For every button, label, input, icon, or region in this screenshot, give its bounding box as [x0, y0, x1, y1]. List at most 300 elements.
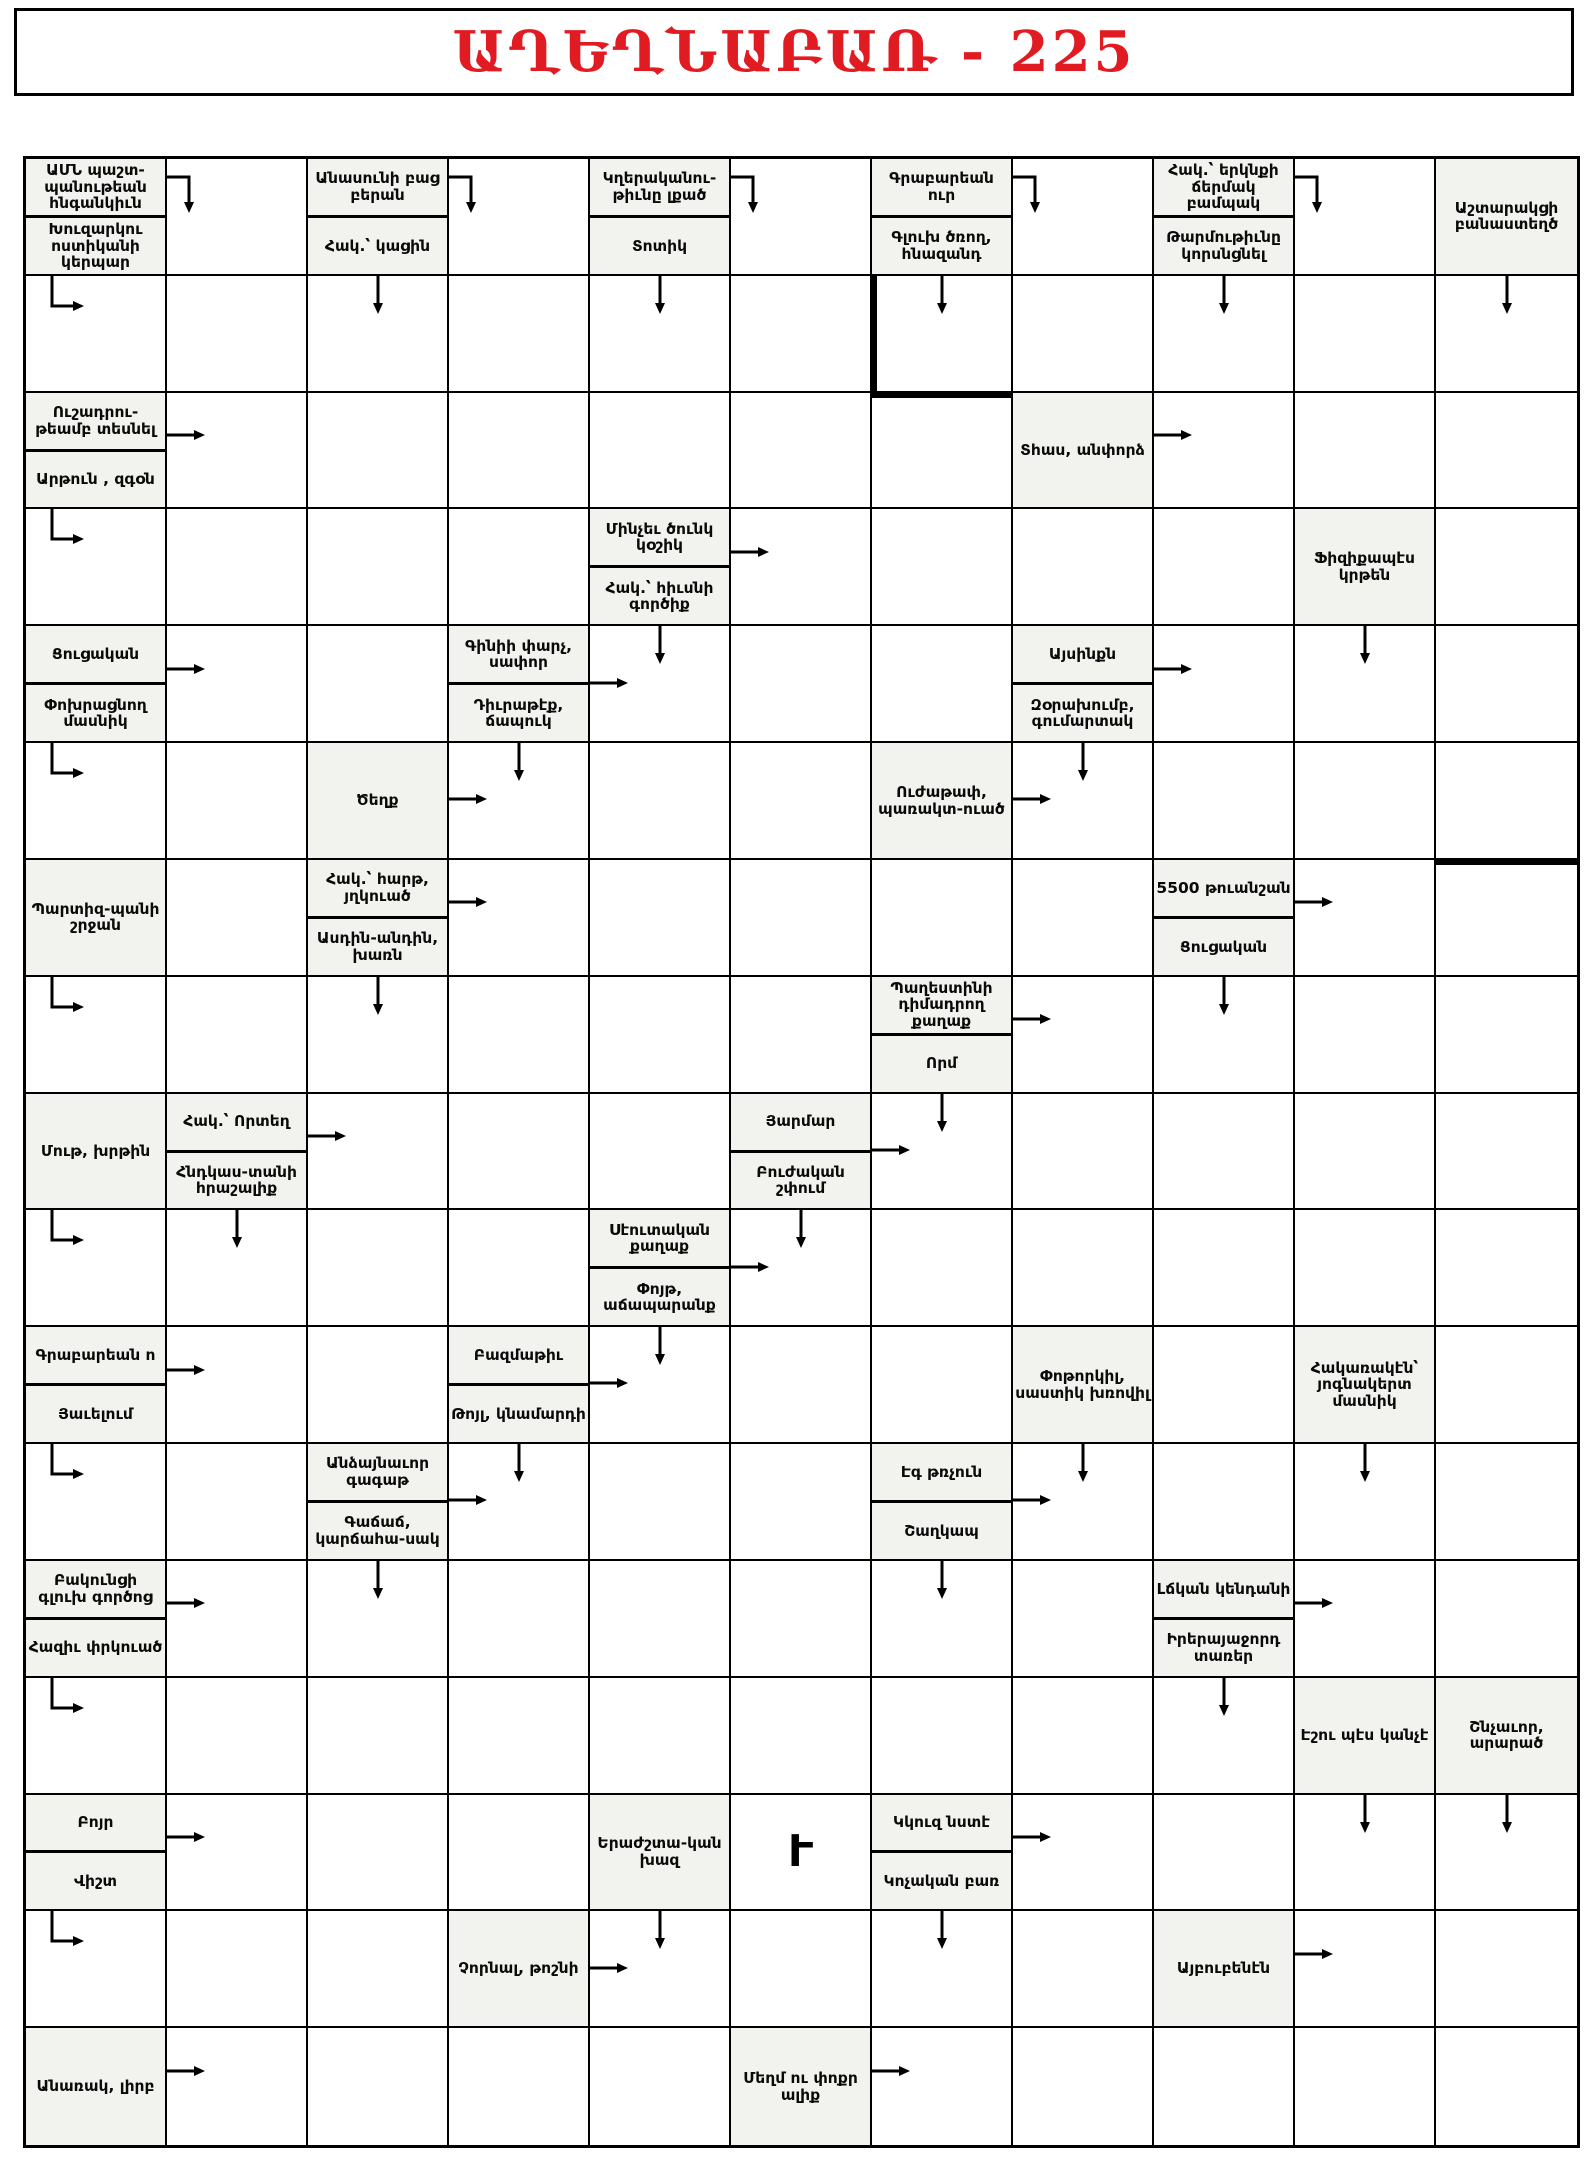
arrow-down-icon — [1499, 276, 1515, 314]
arrow-right-icon — [449, 791, 487, 807]
answer-cell[interactable] — [731, 509, 872, 626]
answer-cell[interactable] — [1154, 276, 1295, 393]
clue-text: Փոխրացնող մասնիկ — [26, 682, 165, 741]
answer-cell[interactable] — [26, 1911, 167, 2028]
arrow-right-icon — [1295, 894, 1333, 910]
answer-cell[interactable] — [1154, 1795, 1295, 1912]
clue-cell — [1154, 159, 1295, 276]
clue-cell — [1295, 1327, 1436, 1444]
clue-text: Ֆիզիքապէս կրթեն — [1313, 549, 1415, 584]
answer-cell[interactable] — [872, 1561, 1013, 1678]
clue-cell — [872, 743, 1013, 860]
answer-cell[interactable] — [731, 743, 872, 860]
clue-cell — [449, 626, 590, 743]
arrow-down-right-icon — [26, 509, 90, 553]
answer-cell[interactable] — [308, 1327, 449, 1444]
crossword-grid — [23, 156, 1580, 2148]
answer-cell[interactable] — [449, 977, 590, 1094]
answer-cell[interactable] — [1295, 1094, 1436, 1211]
answer-cell[interactable] — [26, 977, 167, 1094]
answer-cell[interactable] — [167, 626, 308, 743]
clue-text: Աշտարակցի բանաստեղծ — [1454, 198, 1559, 234]
clue-cell — [26, 860, 167, 977]
answer-cell[interactable] — [26, 1444, 167, 1561]
clue-text: Չորնալ, թոշնի — [458, 1959, 579, 1978]
answer-cell[interactable] — [872, 276, 1013, 393]
arrow-down-icon — [1216, 276, 1232, 314]
clue-text: Անառակ, լիրբ — [36, 2077, 155, 2096]
answer-cell[interactable] — [167, 1795, 308, 1912]
answer-cell[interactable] — [1013, 743, 1154, 860]
answer-cell[interactable] — [1013, 1094, 1154, 1211]
clue-text: Երաժշտա-կան խազ — [597, 1834, 722, 1869]
clue-text: Հակ.՝ հիւսնի գործիք — [590, 565, 729, 624]
answer-cell[interactable] — [1154, 1210, 1295, 1327]
answer-cell[interactable] — [731, 159, 872, 276]
answer-cell[interactable] — [1013, 1678, 1154, 1795]
clue-cell — [872, 1444, 1013, 1561]
answer-cell[interactable] — [872, 1210, 1013, 1327]
answer-cell[interactable] — [1154, 626, 1295, 743]
clue-text: Բազմաթիւ — [473, 1345, 564, 1364]
arrow-right-icon — [590, 1960, 628, 1976]
clue-text: Գրաբարեան ուր — [889, 169, 994, 204]
clue-text: Հակ.՝ հարթ, յղկուած — [326, 870, 429, 905]
arrow-down-icon — [652, 1911, 668, 1949]
arrow-down-icon — [1075, 1444, 1091, 1482]
answer-cell[interactable] — [1295, 1561, 1436, 1678]
arrow-down-icon — [652, 626, 668, 664]
answer-cell[interactable] — [590, 626, 731, 743]
answer-cell[interactable] — [167, 1561, 308, 1678]
answer-cell[interactable] — [26, 509, 167, 626]
answer-cell[interactable] — [449, 1561, 590, 1678]
clue-text: Կկուզ նստէ — [893, 1813, 990, 1832]
arrow-right-down-icon — [167, 163, 207, 215]
answer-cell[interactable] — [1013, 1795, 1154, 1912]
arrow-right-icon — [167, 1595, 205, 1611]
arrow-right-icon — [167, 427, 205, 443]
arrow-down-icon — [1357, 1444, 1373, 1482]
clue-cell — [167, 1094, 308, 1211]
arrow-down-right-icon — [26, 1911, 90, 1955]
clue-text: Անասունի բաց բերան — [315, 169, 440, 204]
arrow-right-icon — [731, 544, 769, 560]
answer-cell[interactable] — [167, 977, 308, 1094]
answer-cell[interactable] — [1013, 159, 1154, 276]
clue-text: Յաւելում — [26, 1383, 165, 1442]
given-letter-cell — [731, 1795, 872, 1912]
clue-cell — [1295, 1678, 1436, 1795]
answer-cell[interactable] — [731, 1561, 872, 1678]
answer-cell[interactable] — [1436, 977, 1577, 1094]
clue-text: Դիւրաթէք, ճապուկ — [449, 682, 588, 741]
answer-cell[interactable] — [449, 1678, 590, 1795]
arrow-right-down-icon — [449, 163, 489, 215]
answer-cell[interactable] — [1013, 1911, 1154, 2028]
answer-cell[interactable] — [731, 626, 872, 743]
answer-cell[interactable] — [1295, 276, 1436, 393]
answer-cell[interactable] — [449, 276, 590, 393]
clue-text: Բակունցի գլուխ գործոց — [38, 1571, 153, 1606]
clue-cell — [26, 1094, 167, 1211]
answer-cell[interactable] — [449, 2028, 590, 2145]
clue-text: ԱՄՆ պաշտ-պանութեան հնգանկիւն — [44, 161, 147, 213]
answer-cell[interactable] — [731, 393, 872, 510]
clue-cell — [872, 1795, 1013, 1912]
clue-text: Էշու պէս կանչէ — [1300, 1725, 1429, 1744]
answer-cell[interactable] — [590, 2028, 731, 2145]
answer-cell[interactable] — [449, 743, 590, 860]
clue-text: Բոյր — [77, 1813, 114, 1832]
clue-cell — [1154, 1911, 1295, 2028]
answer-cell[interactable] — [449, 1094, 590, 1211]
clue-text: Խուզարկու ոստիկանի կերպար — [26, 215, 165, 274]
answer-cell[interactable] — [308, 509, 449, 626]
arrow-down-icon — [934, 276, 950, 314]
answer-cell[interactable] — [1295, 159, 1436, 276]
answer-cell[interactable] — [590, 1094, 731, 1211]
answer-cell[interactable] — [1013, 1561, 1154, 1678]
answer-cell[interactable] — [167, 393, 308, 510]
answer-cell[interactable] — [449, 393, 590, 510]
arrow-down-icon — [934, 1911, 950, 1949]
clue-cell — [1436, 1678, 1577, 1795]
answer-cell[interactable] — [590, 276, 731, 393]
clue-text: Այսինքն — [1048, 644, 1117, 663]
answer-cell[interactable] — [1154, 743, 1295, 860]
answer-cell[interactable] — [1436, 1094, 1577, 1211]
clue-text: Յարմար — [765, 1112, 836, 1131]
answer-cell[interactable] — [167, 276, 308, 393]
arrow-right-icon — [1013, 1829, 1051, 1845]
arrow-right-icon — [167, 1829, 205, 1845]
answer-cell[interactable] — [1436, 2028, 1577, 2145]
answer-cell[interactable] — [1295, 743, 1436, 860]
clue-text: Բուժական շփում — [731, 1150, 870, 1209]
answer-cell[interactable] — [1013, 1210, 1154, 1327]
arrow-down-icon — [229, 1210, 245, 1248]
clue-text: Թարմութիւնը կորսնցնել — [1154, 215, 1293, 274]
clue-text: Այբուբենէն — [1176, 1959, 1271, 1978]
answer-cell[interactable] — [1295, 1911, 1436, 2028]
clue-text: Մինչեւ ծունկ կօշիկ — [605, 519, 714, 555]
clue-text: Մեղմ ու փոքր ալիք — [743, 2069, 858, 2104]
arrow-down-icon — [1216, 977, 1232, 1015]
arrow-right-icon — [1295, 1595, 1333, 1611]
clue-text: Ասդին-անդին, խառն — [308, 916, 447, 975]
arrow-right-icon — [1154, 427, 1192, 443]
answer-cell[interactable] — [1013, 1444, 1154, 1561]
answer-cell[interactable] — [872, 860, 1013, 977]
clue-text: Պաղեստինի դիմադրող քաղաք — [890, 978, 993, 1030]
clue-text: Վիշտ — [26, 1850, 165, 1909]
clue-text: Որմ — [872, 1033, 1011, 1092]
answer-cell[interactable] — [308, 1210, 449, 1327]
answer-cell[interactable] — [1295, 1444, 1436, 1561]
answer-cell[interactable] — [1295, 1210, 1436, 1327]
answer-cell[interactable] — [1013, 509, 1154, 626]
clue-text: Ուշադրու-թեամբ տեսնել — [35, 403, 156, 438]
answer-cell[interactable] — [167, 1444, 308, 1561]
clue-cell — [449, 1911, 590, 2028]
answer-cell[interactable] — [26, 1210, 167, 1327]
answer-cell[interactable] — [1436, 276, 1577, 393]
clue-cell — [26, 1795, 167, 1912]
arrow-down-icon — [1499, 1795, 1515, 1833]
answer-cell[interactable] — [872, 509, 1013, 626]
answer-cell[interactable] — [1436, 743, 1577, 860]
clue-text: Հնդկաս-տանի հրաշալիք — [167, 1150, 306, 1209]
clue-text: Սէուտական քաղաք — [609, 1220, 710, 1256]
answer-cell[interactable] — [872, 393, 1013, 510]
answer-cell[interactable] — [1154, 509, 1295, 626]
arrow-right-icon — [1013, 1492, 1051, 1508]
clue-text: Հազիւ փրկուած — [26, 1617, 165, 1676]
answer-cell[interactable] — [872, 626, 1013, 743]
answer-cell[interactable] — [449, 1210, 590, 1327]
answer-cell[interactable] — [167, 743, 308, 860]
arrow-down-icon — [934, 1561, 950, 1599]
answer-cell[interactable] — [1154, 1094, 1295, 1211]
arrow-down-right-icon — [26, 1678, 90, 1722]
clue-cell — [26, 2028, 167, 2145]
clue-cell — [590, 159, 731, 276]
answer-cell[interactable] — [308, 1561, 449, 1678]
answer-cell[interactable] — [167, 1327, 308, 1444]
answer-cell[interactable] — [1295, 626, 1436, 743]
arrow-down-right-icon — [26, 1210, 90, 1254]
given-letter: Ւ — [787, 1826, 814, 1878]
answer-cell[interactable] — [308, 1795, 449, 1912]
clue-cell — [590, 1795, 731, 1912]
clue-cell — [26, 626, 167, 743]
clue-text: Կոչական բառ — [872, 1850, 1011, 1909]
clue-cell — [731, 1094, 872, 1211]
answer-cell[interactable] — [872, 1911, 1013, 2028]
answer-cell[interactable] — [1154, 1444, 1295, 1561]
arrow-right-icon — [590, 675, 628, 691]
clue-text: Գաճաճ, կարճահա-սակ — [308, 1500, 447, 1559]
title-box — [14, 8, 1574, 96]
answer-cell[interactable] — [590, 977, 731, 1094]
answer-cell[interactable] — [1436, 1911, 1577, 2028]
answer-cell[interactable] — [1436, 1444, 1577, 1561]
clue-cell — [308, 1444, 449, 1561]
answer-cell[interactable] — [590, 1561, 731, 1678]
arrow-right-icon — [449, 894, 487, 910]
answer-cell[interactable] — [1013, 860, 1154, 977]
answer-cell[interactable] — [167, 2028, 308, 2145]
clue-cell — [731, 2028, 872, 2145]
answer-cell[interactable] — [590, 1678, 731, 1795]
clue-text: Էգ թռչուն — [900, 1462, 983, 1481]
clue-text: Զօրախումբ, գումարտակ — [1013, 682, 1152, 741]
answer-cell[interactable] — [1154, 2028, 1295, 2145]
answer-cell[interactable] — [1295, 393, 1436, 510]
answer-cell[interactable] — [1154, 393, 1295, 510]
clue-cell — [449, 1327, 590, 1444]
clue-text: Իրերայաջորդ տառեր — [1154, 1617, 1293, 1676]
arrow-down-icon — [793, 1210, 809, 1248]
arrow-right-down-icon — [1295, 163, 1335, 215]
answer-cell[interactable] — [167, 1911, 308, 2028]
arrow-down-right-icon — [26, 1444, 90, 1488]
clue-text: Շնչաւոր, արարած — [1469, 1717, 1544, 1753]
answer-cell[interactable] — [590, 743, 731, 860]
answer-cell[interactable] — [1436, 860, 1577, 977]
arrow-right-icon — [731, 1259, 769, 1275]
clue-cell — [872, 977, 1013, 1094]
answer-cell[interactable] — [1295, 1795, 1436, 1912]
arrow-down-icon — [1216, 1678, 1232, 1716]
answer-cell[interactable] — [731, 276, 872, 393]
clue-text: Գրաբարեան ո — [35, 1345, 156, 1364]
clue-text: Հակ.՝ երկնքի ճերմակ բամպակ — [1168, 161, 1279, 213]
clue-text: Փոյթ, աճապարանք — [590, 1266, 729, 1325]
answer-cell[interactable] — [308, 977, 449, 1094]
answer-cell[interactable] — [1295, 977, 1436, 1094]
arrow-down-icon — [652, 276, 668, 314]
answer-cell[interactable] — [308, 1911, 449, 2028]
answer-cell[interactable] — [26, 276, 167, 393]
answer-cell[interactable] — [590, 1911, 731, 2028]
arrow-right-icon — [308, 1128, 346, 1144]
answer-cell[interactable] — [1295, 2028, 1436, 2145]
answer-cell[interactable] — [872, 1327, 1013, 1444]
answer-cell[interactable] — [167, 159, 308, 276]
answer-cell[interactable] — [1154, 1327, 1295, 1444]
answer-cell[interactable] — [1436, 1795, 1577, 1912]
clue-cell — [1295, 509, 1436, 626]
clue-cell — [590, 509, 731, 626]
clue-text: Ցուցական — [51, 644, 140, 663]
answer-cell[interactable] — [1013, 2028, 1154, 2145]
answer-cell[interactable] — [308, 1094, 449, 1211]
answer-cell[interactable] — [26, 1678, 167, 1795]
puzzle-title: ԱՂԵՂՆԱԲԱՌ - 225 — [452, 19, 1136, 85]
answer-cell[interactable] — [731, 1444, 872, 1561]
clue-text: Շաղկապ — [872, 1500, 1011, 1559]
clue-text: Ցուցական — [1154, 916, 1293, 975]
clue-text: Արթուն , զգօն — [26, 449, 165, 508]
answer-cell[interactable] — [731, 977, 872, 1094]
clue-text: 5500 թուանշան — [1156, 878, 1291, 897]
answer-cell[interactable] — [731, 1678, 872, 1795]
clue-cell — [1013, 626, 1154, 743]
clue-cell — [308, 743, 449, 860]
answer-cell[interactable] — [1154, 1678, 1295, 1795]
answer-cell[interactable] — [1436, 1561, 1577, 1678]
clue-text: Տհաս, անփորձ — [1020, 440, 1145, 459]
answer-cell[interactable] — [167, 509, 308, 626]
answer-cell[interactable] — [167, 860, 308, 977]
answer-cell[interactable] — [26, 743, 167, 860]
answer-cell[interactable] — [872, 1094, 1013, 1211]
answer-cell[interactable] — [872, 1678, 1013, 1795]
answer-cell[interactable] — [1013, 977, 1154, 1094]
arrow-right-icon — [1295, 1946, 1333, 1962]
arrow-right-down-icon — [731, 163, 771, 215]
clue-cell — [872, 159, 1013, 276]
answer-cell[interactable] — [590, 860, 731, 977]
answer-cell[interactable] — [167, 1678, 308, 1795]
answer-cell[interactable] — [590, 1327, 731, 1444]
answer-cell[interactable] — [731, 1911, 872, 2028]
arrow-down-icon — [1357, 626, 1373, 664]
clue-cell — [590, 1210, 731, 1327]
clue-cell — [26, 1561, 167, 1678]
arrow-right-icon — [449, 1492, 487, 1508]
answer-cell[interactable] — [590, 393, 731, 510]
answer-cell[interactable] — [449, 159, 590, 276]
answer-cell[interactable] — [1436, 1327, 1577, 1444]
clue-cell — [1436, 159, 1577, 276]
answer-cell[interactable] — [1154, 977, 1295, 1094]
clue-text: Տոտիկ — [590, 215, 729, 274]
arrow-down-icon — [370, 1561, 386, 1599]
answer-cell[interactable] — [308, 276, 449, 393]
answer-cell[interactable] — [731, 860, 872, 977]
answer-cell[interactable] — [449, 1444, 590, 1561]
answer-cell[interactable] — [449, 1795, 590, 1912]
arrow-right-icon — [167, 1362, 205, 1378]
clue-cell — [1154, 860, 1295, 977]
answer-cell[interactable] — [731, 1210, 872, 1327]
answer-cell[interactable] — [308, 2028, 449, 2145]
answer-cell[interactable] — [1295, 860, 1436, 977]
clue-cell — [26, 159, 167, 276]
clue-text: Գինիի փարչ, սափոր — [464, 636, 573, 672]
arrow-down-right-icon — [26, 977, 90, 1021]
clue-text: Փոթորկիլ, սաստիկ խռովիլ — [1015, 1367, 1150, 1402]
answer-cell[interactable] — [731, 1327, 872, 1444]
clue-text: Պարտիզ-պանի շրջան — [31, 899, 160, 935]
answer-cell[interactable] — [1436, 626, 1577, 743]
clue-text: Գլուխ ծռող, հնազանդ — [872, 215, 1011, 274]
arrow-down-right-icon — [26, 276, 90, 320]
answer-cell[interactable] — [308, 1678, 449, 1795]
answer-cell[interactable] — [1436, 1210, 1577, 1327]
answer-cell[interactable] — [308, 626, 449, 743]
arrow-down-icon — [511, 743, 527, 781]
clue-text: Հակ.՝ կացին — [308, 215, 447, 274]
clue-text: Ուժաթափ, պառակտ-ուած — [878, 782, 1005, 818]
answer-cell[interactable] — [1436, 509, 1577, 626]
clue-text: Հակառակէն՝ յոգնակերտ մասնիկ — [1310, 1358, 1419, 1410]
answer-cell[interactable] — [872, 2028, 1013, 2145]
clue-text: Կղերականու-թիւնը լքած — [602, 169, 717, 204]
answer-cell[interactable] — [1013, 276, 1154, 393]
answer-cell[interactable] — [308, 393, 449, 510]
arrow-right-icon — [590, 1375, 628, 1391]
answer-cell[interactable] — [449, 860, 590, 977]
answer-cell[interactable] — [590, 1444, 731, 1561]
clue-text: Մութ, խրթին — [40, 1141, 151, 1160]
clue-text: Հակ.՝ Որտեղ — [183, 1112, 290, 1131]
answer-cell[interactable] — [449, 509, 590, 626]
clue-text: Լճկան կենդանի — [1156, 1579, 1291, 1598]
arrow-right-icon — [167, 2063, 205, 2079]
arrow-down-right-icon — [26, 743, 90, 787]
arrow-down-icon — [1357, 1795, 1373, 1833]
clue-cell — [1154, 1561, 1295, 1678]
answer-cell[interactable] — [167, 1210, 308, 1327]
clue-text: Թոյլ, կնամարդի — [449, 1383, 588, 1442]
arrow-down-icon — [370, 977, 386, 1015]
answer-cell[interactable] — [1436, 393, 1577, 510]
arrow-right-icon — [872, 1142, 910, 1158]
